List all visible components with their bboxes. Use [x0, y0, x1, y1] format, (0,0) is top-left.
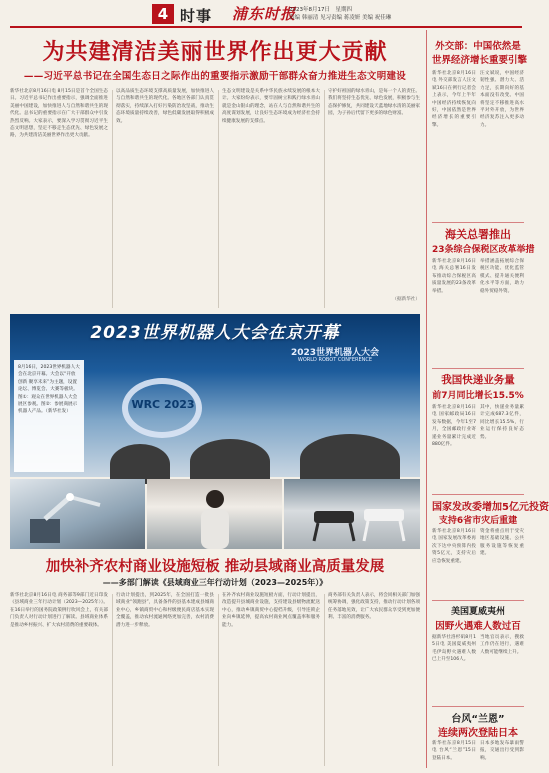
sidebar-headline[interactable]: 我国快递业务量	[441, 374, 515, 386]
sidebar-separator	[432, 368, 524, 369]
lead-subheadline: ——习近平总书记在全国生态日之际作出的重要指示激励干部群众奋力推进生态文明建设	[23, 71, 407, 82]
sidebar-body: 汪文斌说，中国经济韧性强、潜力大、活力足，长期向好的基本面没有改变。中国将坚定不移推进高水平对外开放，为世界经济复苏注入更多动力。	[480, 71, 524, 128]
column-divider	[112, 594, 113, 766]
lead-body-column: 以高品质生态环境支撑高质量发展，加快推进人与自然和谐共生的现代化。各地区各部门认真贯彻落实，持续深入打好污染防治攻坚战，推动生态环境质量持续改善，绿色低碳发展取得积极成效。	[116, 89, 214, 124]
sidebar-headline[interactable]: 美国夏威夷州	[450, 607, 505, 617]
sidebar-body: 新华社东京8月15日电 台风“兰恩”15日登陆日本。	[432, 741, 476, 761]
lead-byline: （据新华社）	[392, 297, 420, 302]
sidebar-body: 新华社北京8月16日电 国家发展改革委再次下达中央预算内投资5亿元，支持灾后应急恢复重建。	[432, 529, 476, 564]
sidebar-headline[interactable]: 支持6省市灾后重建	[438, 516, 518, 526]
sidebar-headline[interactable]: 连续两次登陆日本	[438, 728, 518, 739]
sidebar-divider	[426, 30, 427, 768]
wrc-logo-text: WRC 2023	[131, 398, 195, 411]
story2-subheadline: ——多部门解读《县域商业三年行动计划（2023—2025年）》	[102, 578, 328, 587]
photo-banner-headline: 2023世界机器人大会在京开幕	[90, 323, 340, 343]
sidebar-body: 新华社北京8月16日电 外交部发言人汪文斌16日在例行记者会上表示，今年上半年中国经济持续恢复向好，中国依然是世界经济增长的重要引擎。	[432, 71, 476, 128]
crowd-silhouette	[110, 444, 170, 484]
expo-sign-english: WORLD ROBOT CONFERENCE	[297, 357, 373, 363]
sidebar-headline[interactable]: 海关总署推出	[445, 228, 511, 241]
column-divider	[112, 90, 113, 308]
crowd-silhouette	[300, 434, 400, 484]
sidebar-body: 当地官员表示，搜救工作仍在进行，遇难人数可能继续上升。	[480, 635, 524, 655]
sidebar-separator	[432, 222, 524, 223]
sidebar-headline[interactable]: 因野火遇难人数过百	[435, 621, 521, 632]
sidebar-body: 新华社北京8月16日电 国家邮政局16日发布数据，今年1至7月，全国邮政行业寄递业务量累计完成近880亿件。	[432, 405, 476, 448]
story2-body-column: 在补齐农村商业设施短板方面，行动计划提出，改造提升县城商业设施，支持建设县级物流配送中心，推动乡镇商贸中心提档升级，引导连锁企业向乡镇延伸，提高农村商业网点覆盖率和服务能力。	[222, 593, 320, 628]
sidebar-body: 资金将重点用于受灾地区基础设施、公共服务设施等恢复重建。	[480, 529, 524, 557]
robot-arm-photo[interactable]	[10, 479, 145, 549]
column-divider	[218, 594, 219, 766]
lead-body-column: 新华社北京8月16日电 8月15日是首个全国生态日。习近平总书记作出重要指示，强调全面推进美丽中国建设，加快推进人与自然和谐共生的现代化。总书记的重要指示在广大干部群众中引发热烈反响。大家表示，要深入学习贯彻习近平生态文明思想，坚定不移走生态优先、绿色发展之路，为共建清洁美丽世界作出更大贡献。	[10, 89, 108, 139]
column-divider	[218, 90, 219, 308]
sidebar-headline[interactable]: 台风“兰恩”	[451, 714, 505, 725]
sidebar-headline[interactable]: 前7月同比增长15.5%	[432, 391, 524, 401]
sidebar-body: 新华社北京8月16日电 海关总署16日发布推动综合保税区高质量发展的23条改革举措。	[432, 259, 476, 294]
lead-body-column: 守护好祖国的绿水青山，是每一个人的责任。我们将坚持生态优先、绿色发展，积极参与生态保护修复，共同建设天蓝地绿水清的美丽家园，为子孙后代留下更多的绿色财富。	[328, 89, 420, 117]
sidebar-separator	[432, 600, 524, 601]
newspaper-logo: 浦东时报	[232, 5, 297, 23]
sidebar-body: 举措涵盖拓展综合保税区功能、优化监管模式、提升通关便利化水平等方面，助力稳外贸稳外资。	[480, 259, 524, 294]
story2-body-column: 新华社北京8月16日电 商务部等9部门近日印发《县域商业三年行动计划（2023—2025年）》。在16日举行的国务院政策例行吹风会上，有关部门负责人对行动计划进行了解读。县域商业体系是推动乡村振兴、扩大农村消费的重要载体。	[10, 593, 108, 628]
lead-body-column: 生态文明建设是关系中华民族永续发展的根本大计。大家纷纷表示，要牢固树立和践行绿水青山就是金山银山的理念，站在人与自然和谐共生的高度谋划发展，让良好生态环境成为经济社会持续健康发展的支撑点。	[222, 89, 320, 124]
photo-caption-box	[14, 360, 84, 472]
visitor-figure-icon	[147, 479, 282, 549]
story2-headline[interactable]: 加快补齐农村商业设施短板 推动县域商业高质量发展	[45, 559, 385, 575]
crowd-silhouette	[190, 439, 270, 484]
column-divider	[324, 90, 325, 308]
header-divider	[10, 26, 522, 28]
story2-body-column: 商务部有关负责人表示，将会同相关部门加强统筹协调，强化政策支持，推动行动计划各项任务落地见效，让广大农民群众享受到更加便利、丰富的消费服务。	[328, 593, 420, 621]
expo-sign-chinese: 2023世界机器人大会	[290, 348, 380, 358]
sidebar-separator	[432, 494, 524, 495]
story2-body-column: 行动计划提出，到2025年，在全国打造一批县域商业“领跑县”，具备条件的县基本建成县城商业中心，乡镇商贸中心和村级便民商店基本实现全覆盖，推动农村流通网络更加完善，农村消费潜力进一步释放。	[116, 593, 214, 628]
sidebar-headline[interactable]: 23条综合保税区改革举措	[432, 245, 535, 255]
sidebar-headline[interactable]: 外交部：中国依然是	[435, 41, 521, 52]
page-number: 4	[152, 4, 174, 24]
lead-headline[interactable]: 为共建清洁美丽世界作出更大贡献	[42, 39, 388, 65]
sidebar-headline[interactable]: 国家发改委增加5亿元投资	[432, 502, 549, 513]
sidebar-body: 其中，快递业务量累计完成687.3亿件，同比增长15.5%，行业运行保持良好态势。	[480, 405, 524, 440]
sidebar-body: 日本多地发布暴雨警报，交通出行受到影响。	[480, 741, 524, 761]
photo-caption: 8月16日，2023世界机器人大会在北京开幕。大会以“开放创新 聚享未来”为主题，设置论坛、博览会、大赛等板块。图①：观众在世界机器人大会展区参观。图②：参展商展示机器人产品。（新华社发）	[18, 365, 80, 415]
editors-credit: 责编 韩丽清 见习责编 蒋凌妍 美编 祝佳琳	[289, 15, 392, 21]
sidebar-headline[interactable]: 世界经济增长重要引擎	[432, 55, 528, 66]
robot-dog-icon	[284, 479, 420, 549]
section-name: 时事	[180, 7, 213, 25]
issue-date: 2023年8月17日 星期四	[289, 7, 352, 13]
robot-arm-icon	[10, 479, 145, 549]
sidebar-body: 据新华社洛杉矶8月15日电 美国夏威夷州毛伊岛野火遇难人数已上升至106人。	[432, 635, 476, 663]
robot-dog-photo[interactable]	[284, 479, 420, 549]
visitor-photo[interactable]	[147, 479, 282, 549]
column-divider	[324, 594, 325, 766]
sidebar-separator	[432, 706, 524, 707]
